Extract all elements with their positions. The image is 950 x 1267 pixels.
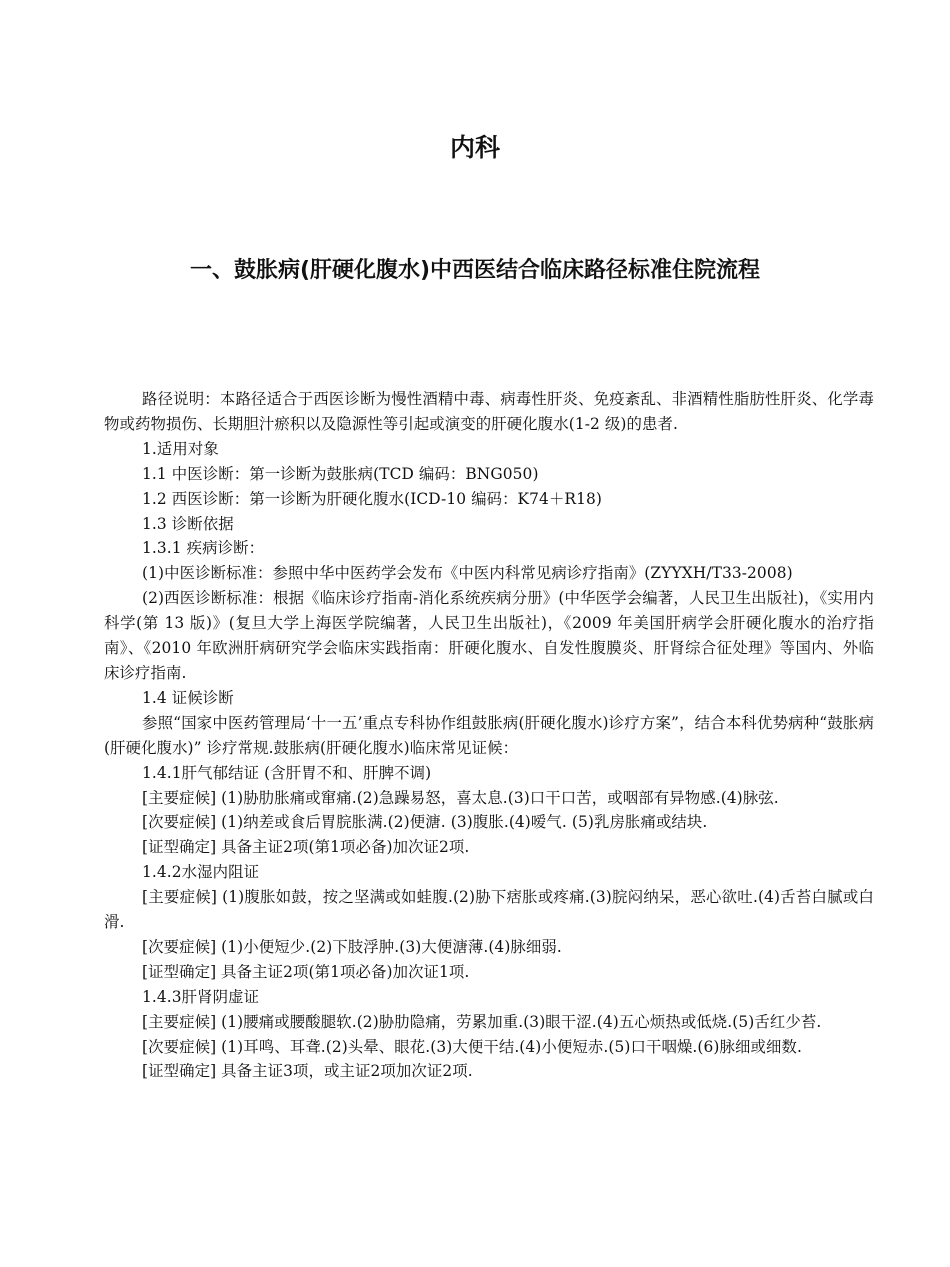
- paragraph-liver-kidney-secondary: [次要症候] (1)耳鸣、耳聋.(2)头晕、眼花.(3)大便干结.(4)小便短赤.(5)口干咽燥.(6)脉细或细数.: [142, 1037, 802, 1056]
- paragraph-liver-qi-confirm: [证型确定] 具备主证2项(第1项必备)加次证2项.: [142, 838, 470, 857]
- paragraph-heading-scope: 1.适用对象: [142, 439, 219, 458]
- document-body: [104, 387, 874, 1084]
- paragraph-heading-disease-diagnosis: 1.3.1 疾病诊断：: [142, 539, 265, 558]
- paragraph-heading-water-damp: 1.4.2水湿内阻证: [142, 863, 260, 882]
- paragraph-heading-diagnosis-basis: 1.3 诊断依据: [142, 514, 234, 533]
- paragraph-western-criteria: (2)西医诊断标准：根据《临床诊疗指南-消化系统疾病分册》(中华医学会编著，人民卫生出版社)，《实用内科学(第 13 版)》(复旦大学上海医学院编著，人民卫生出版社)，《2009 年美国肝病学会肝硬化腹水的治疗指南》、《2010 年欧洲肝病研究学会临床实践指南：肝硬化腹水、自发性腹膜炎、肝肾综合征处理》等国内、外临床诊疗指南.: [104, 589, 874, 682]
- paragraph-liver-kidney-confirm: [证型确定] 具备主证3项，或主证2项加次证2项.: [142, 1062, 473, 1081]
- paragraph-tcm-diagnosis: 1.1 中医诊断：第一诊断为鼓胀病(TCD 编码：BNG050): [142, 464, 539, 483]
- paragraph-path-description: 路径说明：本路径适合于西医诊断为慢性酒精中毒、病毒性肝炎、免疫紊乱、非酒精性脂肪性肝炎、化学毒物或药物损伤、长期胆汁瘀积以及隐源性等引起或演变的肝硬化腹水(1-2 级)的患者.: [104, 390, 874, 433]
- paragraph-water-damp-main: [主要症候] (1)腹胀如鼓，按之坚满或如蛙腹.(2)胁下痞胀或疼痛.(3)脘闷纳呆，恶心欲吐.(4)舌苔白腻或白滑.: [104, 888, 874, 932]
- page-title: 内科: [449, 133, 500, 162]
- paragraph-liver-qi-secondary: [次要症候] (1)纳差或食后胃脘胀满.(2)便溏. (3)腹胀.(4)嗳气. (5)乳房胀痛或结块.: [142, 813, 708, 832]
- paragraph-liver-kidney-main: [主要症候] (1)腰痛或腰酸腿软.(2)胁肋隐痛，劳累加重.(3)眼干涩.(4)五心烦热或低烧.(5)舌红少苔.: [142, 1012, 822, 1031]
- paragraph-western-diagnosis: 1.2 西医诊断：第一诊断为肝硬化腹水(ICD-10 编码：K74＋R18): [142, 489, 603, 508]
- paragraph-liver-qi-main: [主要症候] (1)胁肋胀痛或窜痛.(2)急躁易怒，喜太息.(3)口干口苦，或咽部有异物感.(4)脉弦.: [142, 788, 779, 807]
- paragraph-heading-liver-qi: 1.4.1肝气郁结证 (含肝胃不和、肝脾不调): [142, 763, 432, 782]
- paragraph-heading-liver-kidney-yin: 1.4.3肝肾阴虚证: [142, 987, 260, 1006]
- section-title: 一、鼓胀病(肝硬化腹水)中西医结合临床路径标准住院流程: [189, 258, 761, 283]
- paragraph-water-damp-secondary: [次要症候] (1)小便短少.(2)下肢浮肿.(3)大便溏薄.(4)脉细弱.: [142, 937, 562, 956]
- paragraph-syndrome-reference: 参照“国家中医药管理局‘十一五’重点专科协作组鼓胀病(肝硬化腹水)诊疗方案”，结合本科优势病种“鼓胀病(肝硬化腹水)” 诊疗常规.鼓胀病(肝硬化腹水)临床常见证候：: [104, 713, 874, 757]
- paragraph-tcm-criteria: (1)中医诊断标准：参照中华中医药学会发布《中医内科常见病诊疗指南》(ZYYXH/T33-2008): [142, 564, 793, 583]
- paragraph-heading-syndrome-diagnosis: 1.4 证候诊断: [142, 688, 234, 707]
- paragraph-water-damp-confirm: [证型确定] 具备主证2项(第1项必备)加次证1项.: [142, 962, 470, 981]
